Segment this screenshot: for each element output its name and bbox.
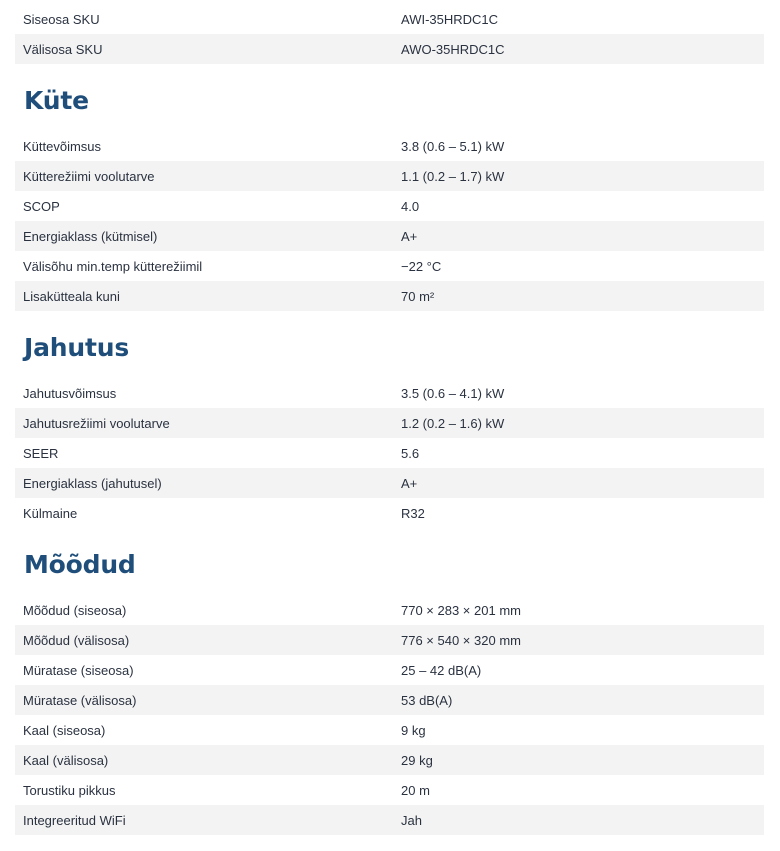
row-label: Kütterežiimi voolutarve [23,168,155,184]
row-value: 5.6 [401,445,420,461]
table-row [15,4,764,34]
table-row [15,775,764,805]
row-value: −22 °C [401,258,442,274]
table-row [15,378,764,408]
table-row [15,468,764,498]
row-value: R32 [401,505,425,521]
row-value: 9 kg [401,722,426,738]
table-row [15,685,764,715]
row-value: 20 m [401,782,430,798]
table-row [15,655,764,685]
row-label: Energiaklass (jahutusel) [23,475,162,491]
row-value: A+ [401,475,418,491]
table-row [15,161,764,191]
table-row [15,34,764,64]
heating-table [15,131,764,311]
table-row [15,131,764,161]
section-title-dimensions: Mõõdud [24,550,136,579]
row-value: 776 × 540 × 320 mm [401,632,521,648]
row-label: Kaal (välisosa) [23,752,109,768]
row-label: Välisosa SKU [23,41,103,57]
row-value: AWI-35HRDC1C [401,11,499,27]
section-title-cooling: Jahutus [24,333,129,362]
table-row [15,625,764,655]
row-label: SCOP [23,198,60,214]
row-value: 770 × 283 × 201 mm [401,602,521,618]
table-row [15,715,764,745]
table-row [15,281,764,311]
table-row [15,191,764,221]
row-value: 4.0 [401,198,420,214]
row-label: Siseosa SKU [23,11,100,27]
row-label: Mõõdud (välisosa) [23,632,130,648]
row-label: Kaal (siseosa) [23,722,106,738]
row-label: Integreeritud WiFi [23,812,126,828]
table-row [15,408,764,438]
section-title-heating: Küte [24,86,89,115]
table-row [15,805,764,835]
row-label: Jahutusrežiimi voolutarve [23,415,170,431]
sku-table [15,4,764,64]
row-label: Külmaine [23,505,78,521]
row-value: 29 kg [401,752,433,768]
table-row [15,498,764,528]
row-label: Müratase (välisosa) [23,692,137,708]
table-row [15,745,764,775]
row-value: A+ [401,228,418,244]
row-label: Torustiku pikkus [23,782,116,798]
row-value: 25 – 42 dB(A) [401,662,482,678]
dimensions-table [15,595,764,835]
row-label: Lisakütteala kuni [23,288,120,304]
row-value: 1.2 (0.2 – 1.6) kW [401,415,505,431]
row-label: Mõõdud (siseosa) [23,602,127,618]
row-value: Jah [401,812,422,828]
row-value: AWO-35HRDC1C [401,41,505,57]
row-value: 3.5 (0.6 – 4.1) kW [401,385,505,401]
table-row [15,251,764,281]
row-label: Energiaklass (kütmisel) [23,228,158,244]
row-label: Jahutusvõimsus [23,385,117,401]
row-value: 53 dB(A) [401,692,453,708]
row-label: Müratase (siseosa) [23,662,134,678]
row-label: Välisõhu min.temp kütterežiimil [23,258,203,274]
row-value: 3.8 (0.6 – 5.1) kW [401,138,505,154]
row-value: 1.1 (0.2 – 1.7) kW [401,168,505,184]
cooling-table [15,378,764,528]
table-row [15,438,764,468]
row-value: 70 m² [401,288,435,304]
row-label: SEER [23,445,59,461]
table-row [15,595,764,625]
row-label: Küttevõimsus [23,138,102,154]
table-row [15,221,764,251]
